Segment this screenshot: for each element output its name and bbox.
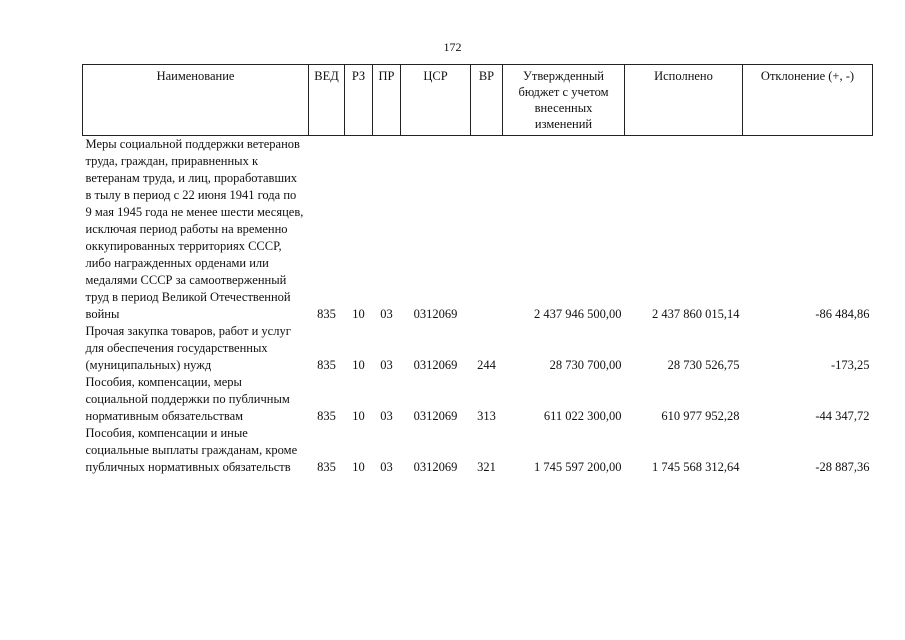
table-row	[83, 425, 873, 476]
header-approved: Утвержденный бюджет с учетом внесенных изменений	[503, 65, 625, 136]
page-number: 172	[443, 40, 462, 54]
row-approved: 1 745 597 200,00	[534, 460, 622, 474]
header-vr: ВР	[471, 65, 503, 136]
table-row	[83, 374, 873, 425]
row-name: Прочая закупка товаров, работ и услуг для обеспечения государственных (муниципальных) нужд	[85, 324, 291, 372]
row-vr: 321	[477, 460, 496, 474]
header-name: Наименование	[83, 65, 309, 136]
row-rz: 10	[352, 307, 365, 321]
row-approved: 28 730 700,00	[549, 358, 622, 372]
row-executed: 1 745 568 312,64	[652, 460, 740, 474]
header-csr: ЦСР	[401, 65, 471, 136]
row-rz: 10	[352, 460, 365, 474]
row-deviation: -86 484,86	[815, 307, 870, 321]
row-ved: 835	[317, 409, 336, 423]
header-pr: ПР	[373, 65, 401, 136]
row-executed: 610 977 952,28	[661, 409, 740, 423]
row-ved: 835	[317, 460, 336, 474]
row-executed: 28 730 526,75	[667, 358, 740, 372]
row-name: Пособия, компенсации и иные социальные выплаты гражданам, кроме публичных нормативных обязательств	[85, 426, 298, 474]
row-deviation: -44 347,72	[815, 409, 870, 423]
row-deviation: -28 887,36	[815, 460, 870, 474]
header-executed: Исполнено	[625, 65, 743, 136]
header-ved: ВЕД	[309, 65, 345, 136]
row-pr: 03	[380, 358, 393, 372]
row-pr: 03	[380, 409, 393, 423]
row-pr: 03	[380, 307, 393, 321]
row-rz: 10	[352, 409, 365, 423]
row-approved: 2 437 946 500,00	[534, 307, 622, 321]
header-deviation: Отклонение (+, -)	[743, 65, 873, 136]
row-ved: 835	[317, 307, 336, 321]
row-csr: 0312069	[413, 460, 458, 474]
row-csr: 0312069	[413, 409, 458, 423]
row-rz: 10	[352, 358, 365, 372]
row-vr: 244	[477, 358, 496, 372]
row-vr	[471, 136, 503, 324]
row-approved: 611 022 300,00	[543, 409, 622, 423]
table-row	[83, 136, 873, 324]
row-name: Меры социальной поддержки ветеранов труда, граждан, приравненных к ветеранам труда, и лиц, проработавших в тылу в период с 22 июня 1941 года по 9 мая 1945 года не менее шести месяцев, исключая период работы на временно оккупированных территориях СССР, либо награжденных орденами или медалями СССР за самоотверженный труд в период Великой Отечественной войны	[85, 137, 304, 321]
row-csr: 0312069	[413, 307, 458, 321]
row-deviation: -173,25	[830, 358, 870, 372]
row-csr: 0312069	[413, 358, 458, 372]
header-rz: РЗ	[345, 65, 373, 136]
row-pr: 03	[380, 460, 393, 474]
table-row	[83, 323, 873, 374]
budget-table	[82, 64, 873, 476]
row-ved: 835	[317, 358, 336, 372]
row-executed: 2 437 860 015,14	[652, 307, 740, 321]
row-vr: 313	[477, 409, 496, 423]
table-header-row	[83, 65, 873, 136]
row-name: Пособия, компенсации, меры социальной поддержки по публичным нормативным обязательствам	[85, 375, 290, 423]
